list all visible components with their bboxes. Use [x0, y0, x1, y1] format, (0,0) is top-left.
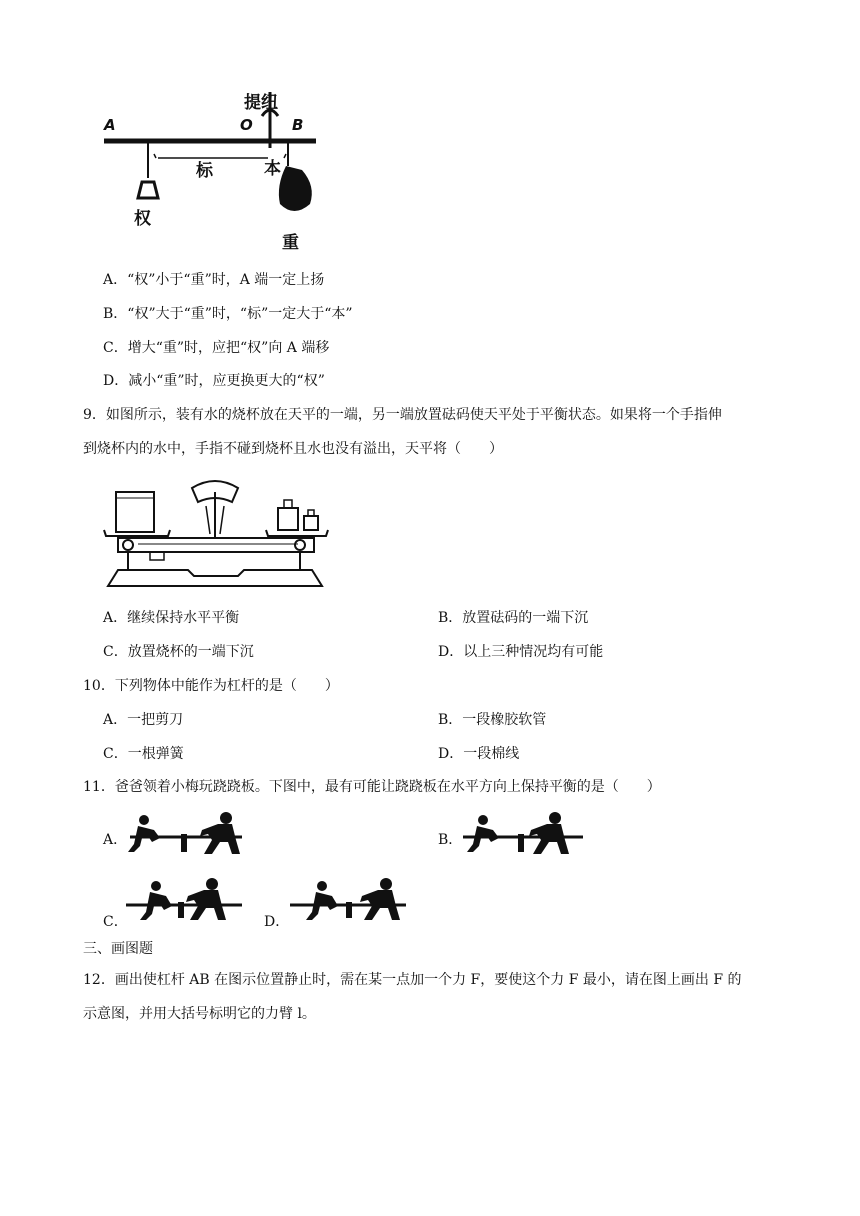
steelyard-label-ben: 本	[264, 159, 281, 179]
steelyard-label-O: O	[240, 116, 253, 134]
q9-stem-line1: 9．如图所示，装有水的烧杯放在天平的一端，另一端放置砝码使天平处于平衡状态。如果将一个手指伸	[83, 407, 722, 423]
q11-label-a: A．	[103, 832, 128, 848]
balance-figure	[98, 478, 334, 590]
steelyard-figure	[98, 86, 338, 256]
q10-option-a: A．一把剪刀	[103, 712, 184, 728]
q12-stem-line2: 示意图，并用大括号标明它的力臂 l。	[83, 1006, 316, 1022]
steelyard-label-biao: 标	[196, 161, 213, 181]
q11-label-d: D．	[264, 914, 290, 930]
q10-option-c: C．一根弹簧	[103, 746, 184, 762]
q9-option-a: A．继续保持水平平衡	[103, 610, 240, 626]
q8-option-b: B．“权”大于“重”时，“标”一定大于“本”	[103, 306, 353, 322]
q8-option-a: A．“权”小于“重”时，A 端一定上扬	[103, 272, 325, 288]
q9-option-b: B．放置砝码的一端下沉	[438, 610, 589, 626]
steelyard-label-quan: 权	[134, 209, 151, 229]
steelyard-label-tiniu: 提纽	[244, 93, 278, 113]
q11-label-b: B．	[438, 832, 463, 848]
q9-option-d: D．以上三种情况均有可能	[438, 644, 604, 660]
seesaw-figure-b	[459, 812, 585, 860]
q10-option-b: B．一段橡胶软管	[438, 712, 547, 728]
q8-option-c: C．增大“重”时，应把“权”向 A 端移	[103, 340, 330, 356]
q9-stem-line2: 到烧杯内的水中，手指不碰到烧杯且水也没有溢出，天平将（ ）	[83, 441, 503, 457]
q10-stem: 10．下列物体中能作为杠杆的是（ ）	[83, 678, 339, 694]
steelyard-label-A: A	[104, 116, 116, 134]
steelyard-label-zhong: 重	[282, 233, 299, 253]
steelyard-label-B: B	[292, 116, 304, 134]
seesaw-figure-c	[124, 878, 244, 924]
q11-stem: 11．爸爸领着小梅玩跷跷板。下图中，最有可能让跷跷板在水平方向上保持平衡的是（ ）	[83, 779, 661, 795]
seesaw-figure-a	[124, 812, 246, 860]
q9-option-c: C．放置烧杯的一端下沉	[103, 644, 254, 660]
q11-label-c: C．	[103, 914, 128, 930]
q8-option-d: D．减小“重”时，应更换更大的“权”	[103, 373, 325, 389]
seesaw-figure-d	[288, 878, 408, 924]
q12-stem-line1: 12．画出使杠杆 AB 在图示位置静止时，需在某一点加一个力 F，要使这个力 F 最小，请在图上画出 F 的	[83, 972, 742, 988]
q10-option-d: D．一段棉线	[438, 746, 520, 762]
section-3-title: 三、画图题	[83, 941, 153, 957]
